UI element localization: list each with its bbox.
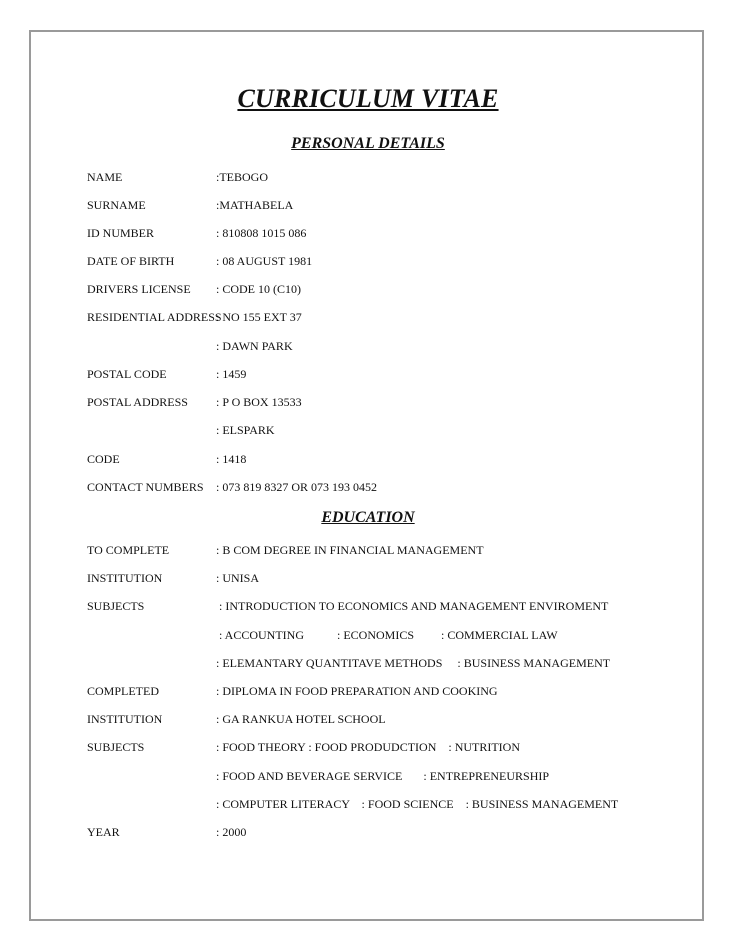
year-value: : 2000 [216,825,247,839]
subjects-2-value-line2: : FOOD AND BEVERAGE SERVICE : ENTREPRENEURSHIP [216,769,550,783]
date-of-birth-label: DATE OF BIRTH [87,254,175,268]
residential-address-value: : NO 155 EXT 37 [216,310,302,324]
subjects-2-value-line1: : FOOD THEORY : FOOD PRODUDCTION : NUTRITION [216,740,521,754]
completed-label: COMPLETED [87,684,159,698]
name-label: NAME [87,170,123,184]
document-title: CURRICULUM VITAE [237,84,499,113]
subjects-2-value-line3: : COMPUTER LITERACY : FOOD SCIENCE : BUSINESS MANAGEMENT [216,797,619,811]
subjects-label-2: SUBJECTS [87,740,145,754]
contact-numbers-value: : 073 819 8327 OR 073 193 0452 [216,480,378,494]
postal-code-value: : 1459 [216,367,247,381]
name-value: :TEBOGO [216,170,268,184]
surname-value: :MATHABELA [216,198,294,212]
subjects-value-line2: : ACCOUNTING : ECONOMICS : COMMERCIAL LAW [216,628,558,642]
postal-address-line2: : ELSPARK [216,423,275,437]
subjects-label: SUBJECTS [87,599,145,613]
page-border [29,30,704,921]
institution-label-2: INSTITUTION [87,712,163,726]
drivers-license-value: : CODE 10 (C10) [216,282,301,296]
to-complete-value: : B COM DEGREE IN FINANCIAL MANAGEMENT [216,543,484,557]
completed-value: : DIPLOMA IN FOOD PREPARATION AND COOKING [216,684,498,698]
code-label: CODE [87,452,120,466]
institution-value-2: : GA RANKUA HOTEL SCHOOL [216,712,386,726]
date-of-birth-value: : 08 AUGUST 1981 [216,254,313,268]
id-number-value: : 810808 1015 086 [216,226,307,240]
residential-address-label: RESIDENTIAL ADDRESS [87,310,222,324]
postal-code-label: POSTAL CODE [87,367,167,381]
postal-address-label: POSTAL ADDRESS [87,395,188,409]
institution-label: INSTITUTION [87,571,163,585]
subjects-value-line3: : ELEMANTARY QUANTITAVE METHODS : BUSINESS MANAGEMENT [216,656,611,670]
personal-details-heading: PERSONAL DETAILS [291,135,445,152]
contact-numbers-label: CONTACT NUMBERS [87,480,204,494]
subjects-value-line1: : INTRODUCTION TO ECONOMICS AND MANAGEMENT ENVIROMENT [216,599,609,613]
to-complete-label: TO COMPLETE [87,543,170,557]
code-value: : 1418 [216,452,247,466]
id-number-label: ID NUMBER [87,226,155,240]
drivers-license-label: DRIVERS LICENSE [87,282,191,296]
residential-address-line2: : DAWN PARK [216,339,293,353]
education-heading: EDUCATION [321,509,415,526]
institution-value: : UNISA [216,571,260,585]
postal-address-value: : P O BOX 13533 [216,395,302,409]
year-label: YEAR [87,825,120,839]
surname-label: SURNAME [87,198,146,212]
